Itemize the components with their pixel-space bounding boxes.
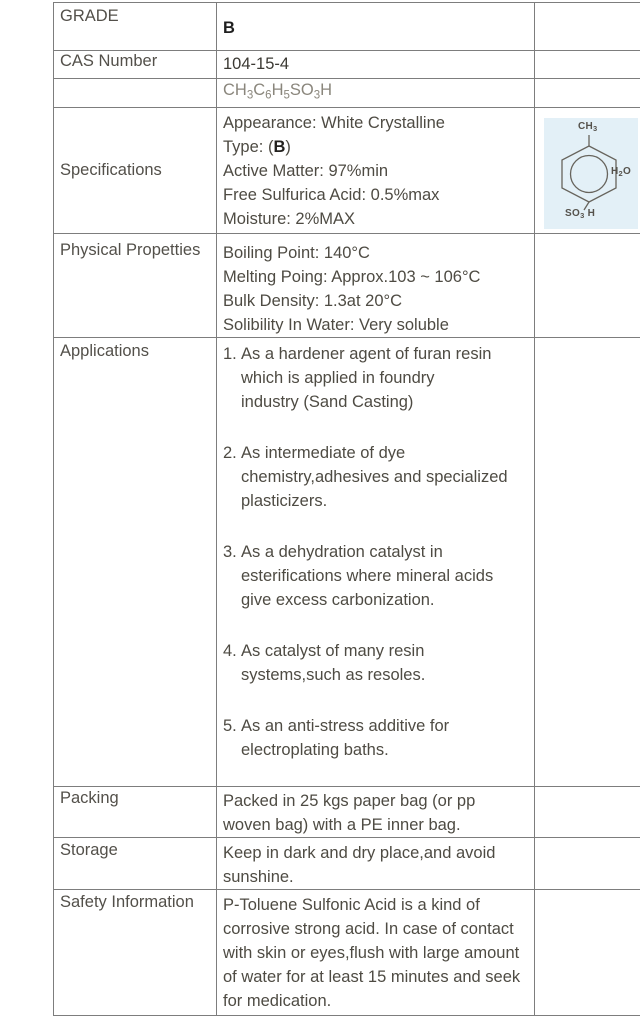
safety-extra-cell bbox=[535, 889, 640, 1015]
text-line: sunshine. bbox=[223, 867, 294, 886]
table-row-formula bbox=[54, 79, 640, 108]
application-item: 3. As a dehydration catalyst in esterifications where mineral acids give excess carbonization. bbox=[223, 542, 494, 609]
text-line: Appearance: White Crystalline bbox=[223, 113, 445, 132]
physical-label-cell bbox=[54, 233, 217, 337]
storage-label: Storage bbox=[60, 840, 118, 859]
storage-label-cell bbox=[54, 837, 217, 889]
text-line: Solibility In Water: Very soluble bbox=[223, 315, 449, 334]
table-row-cas bbox=[54, 51, 640, 79]
packing-value-cell bbox=[217, 786, 535, 837]
so3h-label: $SO_3$ H bbox=[565, 207, 596, 220]
physical-text bbox=[223, 241, 530, 337]
safety-label-cell bbox=[54, 889, 217, 1015]
formula-label-cell bbox=[54, 79, 217, 108]
grade-extra-cell bbox=[535, 3, 640, 51]
packing-label-cell bbox=[54, 786, 217, 837]
applications-list bbox=[223, 342, 530, 762]
text-line: Packed in 25 kgs paper bag (or pp bbox=[223, 791, 476, 810]
ch3-label: $CH_3$ bbox=[578, 120, 598, 133]
text-line: Bulk Density: 1.3at 20°C bbox=[223, 291, 403, 310]
physical-label: Physical Propetties bbox=[60, 240, 201, 259]
applications-extra-cell bbox=[535, 337, 640, 786]
text-line: with skin or eyes,flush with large amount bbox=[223, 943, 520, 962]
table-row-safety-information bbox=[54, 889, 640, 1015]
table-row-physical-properties bbox=[54, 233, 640, 337]
text-line: Melting Poing: Approx.103 ~ 106°C bbox=[223, 267, 481, 286]
specifications-label: Specifications bbox=[60, 160, 162, 179]
cas-label-cell bbox=[54, 51, 217, 79]
molecular-structure-image bbox=[544, 118, 638, 229]
formula-value-cell bbox=[217, 79, 535, 108]
product-spec-table bbox=[53, 2, 640, 1016]
text-line: Boiling Point: 140°C bbox=[223, 243, 370, 262]
text-line: Free Sulfurica Acid: 0.5%max bbox=[223, 185, 440, 204]
safety-text bbox=[223, 893, 530, 1013]
applications-value-cell bbox=[217, 337, 535, 786]
structure-cell bbox=[535, 107, 640, 233]
text-line: Keep in dark and dry place,and avoid bbox=[223, 843, 496, 862]
table-row-applications bbox=[54, 337, 640, 786]
benzene-circle bbox=[571, 155, 608, 192]
chemical-formula: $CH_3C_6H_5SO_3H$ bbox=[223, 81, 333, 102]
cas-value: 104-15-4 bbox=[223, 55, 290, 73]
text-line: of water for at least 15 minutes and seek bbox=[223, 967, 521, 986]
safety-label: Safety Information bbox=[60, 892, 194, 911]
text-line: Moisture: 2%MAX bbox=[223, 209, 356, 228]
cas-label: CAS Number bbox=[60, 52, 158, 70]
packing-extra-cell bbox=[535, 786, 640, 837]
formula-extra-cell bbox=[535, 79, 640, 108]
table-row-specifications bbox=[54, 107, 640, 233]
safety-value-cell bbox=[217, 889, 535, 1015]
specifications-label-cell bbox=[54, 107, 217, 233]
physical-extra-cell bbox=[535, 233, 640, 337]
grade-label-cell bbox=[54, 3, 217, 51]
table-row-grade bbox=[54, 3, 640, 51]
grade-value-cell bbox=[217, 3, 535, 51]
application-item: 4. As catalyst of many resin systems,such as resoles. bbox=[223, 641, 426, 684]
storage-extra-cell bbox=[535, 837, 640, 889]
h2o-label: $H_2O$ bbox=[611, 165, 632, 178]
text-line: woven bag) with a PE inner bag. bbox=[223, 815, 461, 834]
grade-value: B bbox=[223, 19, 235, 37]
grade-label: GRADE bbox=[60, 7, 119, 25]
physical-value-cell bbox=[217, 233, 535, 337]
packing-text bbox=[223, 789, 530, 837]
application-item: 1. As a hardener agent of furan resin which is applied in foundry industry (Sand Casting) bbox=[223, 344, 492, 411]
text-line: Active Matter: 97%min bbox=[223, 161, 389, 180]
text-line: P-Toluene Sulfonic Acid is a kind of bbox=[223, 895, 480, 914]
text-line: Type: (B) bbox=[223, 137, 291, 156]
storage-value-cell bbox=[217, 837, 535, 889]
application-item: 5. As an anti-stress additive for electroplating baths. bbox=[223, 716, 450, 759]
specifications-text bbox=[223, 111, 530, 231]
cas-value-cell bbox=[217, 51, 535, 79]
storage-text bbox=[223, 841, 530, 889]
applications-label: Applications bbox=[60, 341, 149, 360]
packing-label: Packing bbox=[60, 788, 119, 807]
text-line: corrosive strong acid. In case of contact bbox=[223, 919, 514, 938]
application-item: 2. As intermediate of dye chemistry,adhesives and specialized plasticizers. bbox=[223, 443, 508, 510]
table-row-packing bbox=[54, 786, 640, 837]
cas-extra-cell bbox=[535, 51, 640, 79]
text-line: for medication. bbox=[223, 991, 332, 1010]
applications-label-cell bbox=[54, 337, 217, 786]
table-row-storage bbox=[54, 837, 640, 889]
specifications-value-cell bbox=[217, 107, 535, 233]
